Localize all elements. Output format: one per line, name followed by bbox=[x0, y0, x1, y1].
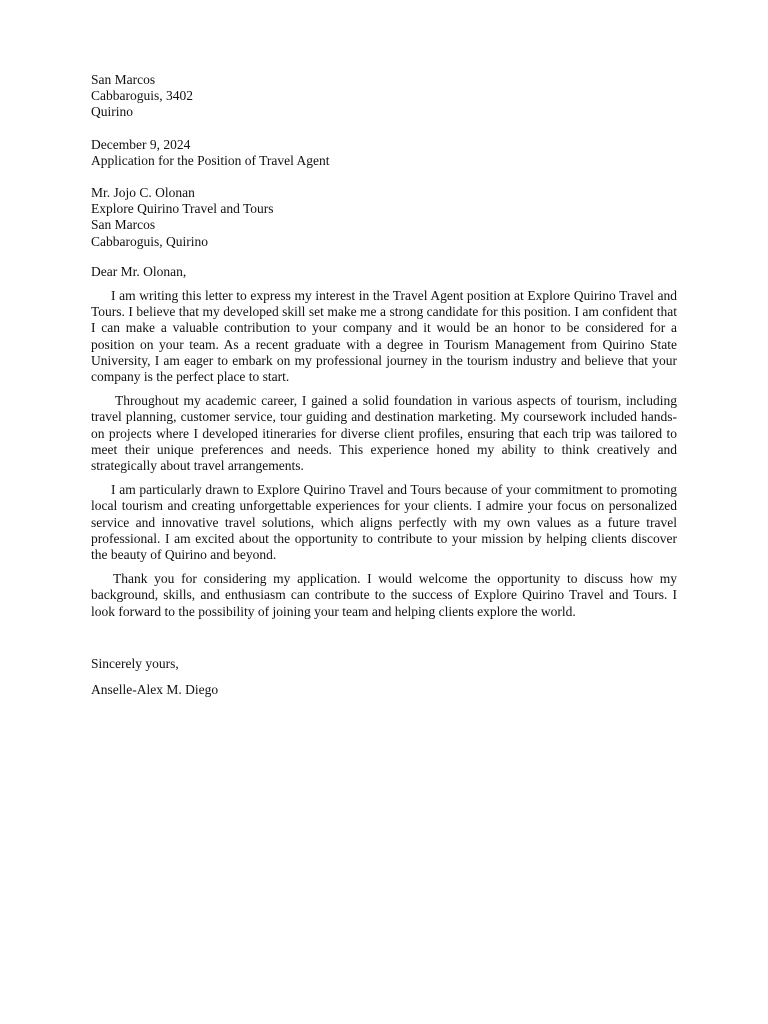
recipient-address-line-4: Cabbaroguis, Quirino bbox=[91, 233, 208, 249]
body-paragraph: Thank you for considering my application. I would welcome the opportunity to discuss how my background, skills, and enthusiasm can contribute to the success of Explore Quirino Travel and Tours. I look forward to the possibility of joining your team and helping clients explore the world. bbox=[91, 571, 677, 619]
body-paragraph: Throughout my academic career, I gained a solid foundation in various aspects of tourism, including travel planning, customer service, tour guiding and destination marketing. My coursework included hands-on projects where I developed itineraries for diverse client profiles, ensuring that each trip was tailored to meet their unique preferences and needs. This experience honed my ability to think creatively and strategically about travel arrangements. bbox=[91, 393, 677, 474]
spacer bbox=[91, 121, 677, 137]
closing: Sincerely yours, bbox=[91, 655, 179, 671]
letter-date: December 9, 2024 bbox=[91, 136, 191, 152]
recipient-company: Explore Quirino Travel and Tours bbox=[91, 201, 274, 217]
letter-subject: Application for the Position of Travel Agent bbox=[91, 152, 330, 168]
sender-address bbox=[91, 72, 677, 121]
cover-letter bbox=[91, 72, 677, 698]
recipient-address-line-3: San Marcos bbox=[91, 217, 156, 233]
recipient-address bbox=[91, 185, 677, 250]
sender-address-line-2: Cabbaroguis, 3402 bbox=[91, 88, 193, 104]
signature-name: Anselle-Alex M. Diego bbox=[91, 682, 219, 698]
recipient-name: Mr. Jojo C. Olonan bbox=[91, 185, 195, 201]
spacer bbox=[91, 169, 677, 185]
sender-address-line-3: Quirino bbox=[91, 104, 133, 120]
sender-address-line-1: San Marcos bbox=[91, 72, 156, 87]
body-paragraph: I am writing this letter to express my interest in the Travel Agent position at Explore Quirino Travel and Tours. I believe that my developed skill set make me a strong candidate for this position. I am confident that I can make a valuable contribution to your company and it would be an honor to be considered for a position on your team. As a recent graduate with a degree in Tourism Management from Quirino State University, I am eager to embark on my professional journey in the tourism industry and believe that your company is the perfect place to start. bbox=[91, 288, 677, 385]
date-subject-block bbox=[91, 137, 677, 169]
body-paragraph: I am particularly drawn to Explore Quirino Travel and Tours because of your commitment to promoting local tourism and creating unforgettable experiences for your clients. I admire your focus on personalized service and innovative travel solutions, which aligns perfectly with my own values as a future travel professional. I am excited about the opportunity to contribute to your mission by helping clients discover the beauty of Quirino and beyond. bbox=[91, 482, 677, 563]
salutation: Dear Mr. Olonan, bbox=[91, 263, 187, 279]
